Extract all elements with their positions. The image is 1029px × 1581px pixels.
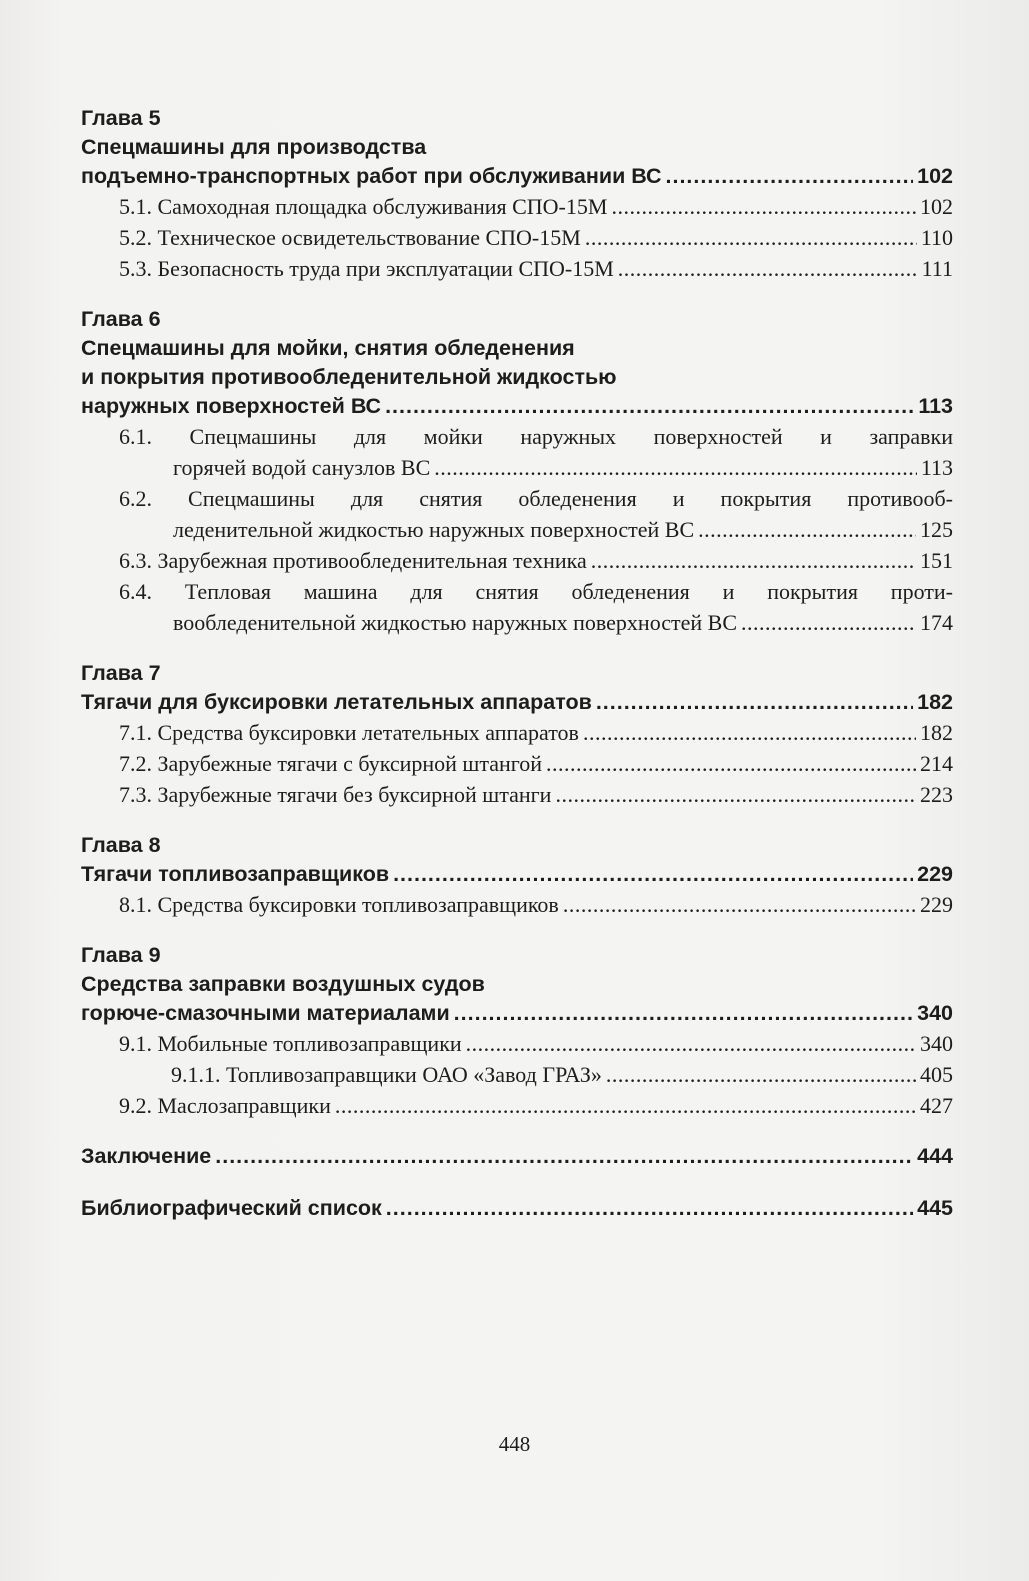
page-number: 102	[920, 194, 953, 219]
chapter-6	[81, 305, 953, 638]
page-number: 444	[917, 1144, 953, 1168]
chapter-entry-text: подъемно-транспортных работ при обслуживании ВС	[81, 164, 662, 188]
subsection-entry[interactable]	[171, 1059, 953, 1090]
chapter-title-line: и покрытия противообледенительной жидкостью	[81, 365, 617, 389]
dot-leader	[606, 1059, 916, 1090]
section-entry[interactable]	[119, 748, 953, 779]
dot-leader	[215, 1142, 913, 1171]
chapter-entry[interactable]	[81, 162, 953, 191]
page-number: 113	[920, 455, 953, 480]
page-number: 229	[917, 862, 953, 886]
dot-leader	[386, 1194, 913, 1223]
section-text: 9.1. Мобильные топливозаправщики	[119, 1031, 462, 1056]
section-entry[interactable]	[119, 545, 953, 576]
page-number: 110	[920, 225, 953, 250]
chapter-entry-text: горюче-смазочными материалами	[81, 1001, 450, 1025]
dot-leader	[335, 1090, 916, 1121]
section-text: леденительной жидкостью наружных поверхностей ВС	[173, 517, 695, 542]
page-number: 340	[917, 1001, 953, 1025]
page-folio: 448	[498, 1432, 531, 1456]
page-number: 405	[920, 1062, 953, 1087]
chapter-9	[81, 941, 953, 1121]
section-text: 6.3. Зарубежная противообледенительная техника	[119, 548, 587, 573]
dot-leader	[666, 162, 914, 191]
page-number: 445	[917, 1196, 953, 1220]
section-entry[interactable]	[119, 421, 953, 483]
dot-leader	[585, 222, 917, 253]
chapter-entry[interactable]	[81, 392, 953, 421]
bibliography-text: Библиографический список	[81, 1196, 382, 1220]
page-number: 229	[920, 892, 953, 917]
chapter-label: Глава 5	[81, 106, 161, 130]
section-text: горячей водой санузлов ВС	[173, 455, 431, 480]
section-text-line: 6.2. Спецмашины для снятия обледенения и покрытия противооб-	[119, 486, 953, 511]
chapter-label: Глава 9	[81, 943, 161, 967]
dot-leader	[466, 1028, 916, 1059]
dot-leader	[434, 452, 917, 483]
section-text: 9.2. Маслозаправщики	[119, 1093, 331, 1118]
section-entry[interactable]	[119, 222, 953, 253]
dot-leader	[583, 717, 916, 748]
page-number: 102	[917, 164, 953, 188]
section-text: 9.1.1. Топливозаправщики ОАО «Завод ГРАЗ»	[171, 1062, 602, 1087]
page-number: 113	[918, 394, 953, 418]
section-text: вообледенительной жидкостью наружных поверхностей ВС	[173, 610, 738, 635]
section-entry[interactable]	[119, 1028, 953, 1059]
section-entry[interactable]	[119, 889, 953, 920]
dot-leader	[393, 860, 913, 889]
section-text-line: 6.4. Тепловая машина для снятия обледенения и покрытия проти-	[119, 579, 953, 604]
section-text-line: 6.1. Спецмашины для мойки наружных поверхностей и заправки	[119, 424, 953, 449]
chapter-entry-text: Тягачи для буксировки летательных аппаратов	[81, 690, 592, 714]
chapter-entry[interactable]	[81, 860, 953, 889]
chapter-entry[interactable]	[81, 999, 953, 1028]
conclusion-text: Заключение	[81, 1144, 212, 1168]
chapter-title-line: Средства заправки воздушных судов	[81, 972, 485, 996]
page-number: 182	[917, 690, 953, 714]
page-number: 427	[920, 1093, 953, 1118]
chapter-label: Глава 7	[81, 661, 161, 685]
page-number: 223	[920, 782, 953, 807]
page-number: 151	[920, 548, 953, 573]
chapter-8	[81, 831, 953, 920]
dot-leader	[555, 779, 916, 810]
page-number: 111	[921, 256, 953, 281]
dot-leader	[591, 545, 916, 576]
chapter-entry[interactable]	[81, 688, 953, 717]
section-text: 5.3. Безопасность труда при эксплуатации СПО-15М	[119, 256, 614, 281]
dot-leader	[698, 514, 916, 545]
section-entry[interactable]	[119, 779, 953, 810]
section-entry[interactable]	[119, 576, 953, 638]
dot-leader	[563, 889, 916, 920]
dot-leader	[741, 607, 916, 638]
conclusion-entry[interactable]	[81, 1142, 953, 1171]
chapter-5	[81, 104, 953, 284]
section-text: 7.3. Зарубежные тягачи без буксирной штанги	[119, 782, 552, 807]
dot-leader	[596, 688, 913, 717]
dot-leader	[611, 191, 916, 222]
section-entry[interactable]	[119, 253, 953, 284]
section-text: 8.1. Средства буксировки топливозаправщиков	[119, 892, 559, 917]
chapter-label: Глава 6	[81, 307, 161, 331]
section-entry[interactable]	[119, 717, 953, 748]
dot-leader	[454, 999, 913, 1028]
page-number: 182	[920, 720, 953, 745]
chapter-title-line: Спецмашины для производства	[81, 135, 427, 159]
chapter-title-line: Спецмашины для мойки, снятия обледенения	[81, 336, 575, 360]
section-entry[interactable]	[119, 191, 953, 222]
section-text: 7.1. Средства буксировки летательных аппаратов	[119, 720, 579, 745]
section-entry[interactable]	[119, 1090, 953, 1121]
section-text: 7.2. Зарубежные тягачи с буксирной штангой	[119, 751, 543, 776]
page-number: 174	[920, 610, 953, 635]
dot-leader	[618, 253, 918, 284]
section-text: 5.1. Самоходная площадка обслуживания СПО-15М	[119, 194, 608, 219]
chapter-7	[81, 659, 953, 810]
page-number: 125	[920, 517, 953, 542]
section-text: 5.2. Техническое освидетельствование СПО-15М	[119, 225, 581, 250]
chapter-entry-text: Тягачи топливозаправщиков	[81, 862, 390, 886]
dot-leader	[385, 392, 914, 421]
bibliography-entry[interactable]	[81, 1194, 953, 1223]
chapter-label: Глава 8	[81, 833, 161, 857]
page-number: 214	[920, 751, 953, 776]
page-number: 340	[920, 1031, 953, 1056]
section-entry[interactable]	[119, 483, 953, 545]
dot-leader	[546, 748, 916, 779]
table-of-contents	[81, 104, 953, 1246]
chapter-entry-text: наружных поверхностей ВС	[81, 394, 382, 418]
